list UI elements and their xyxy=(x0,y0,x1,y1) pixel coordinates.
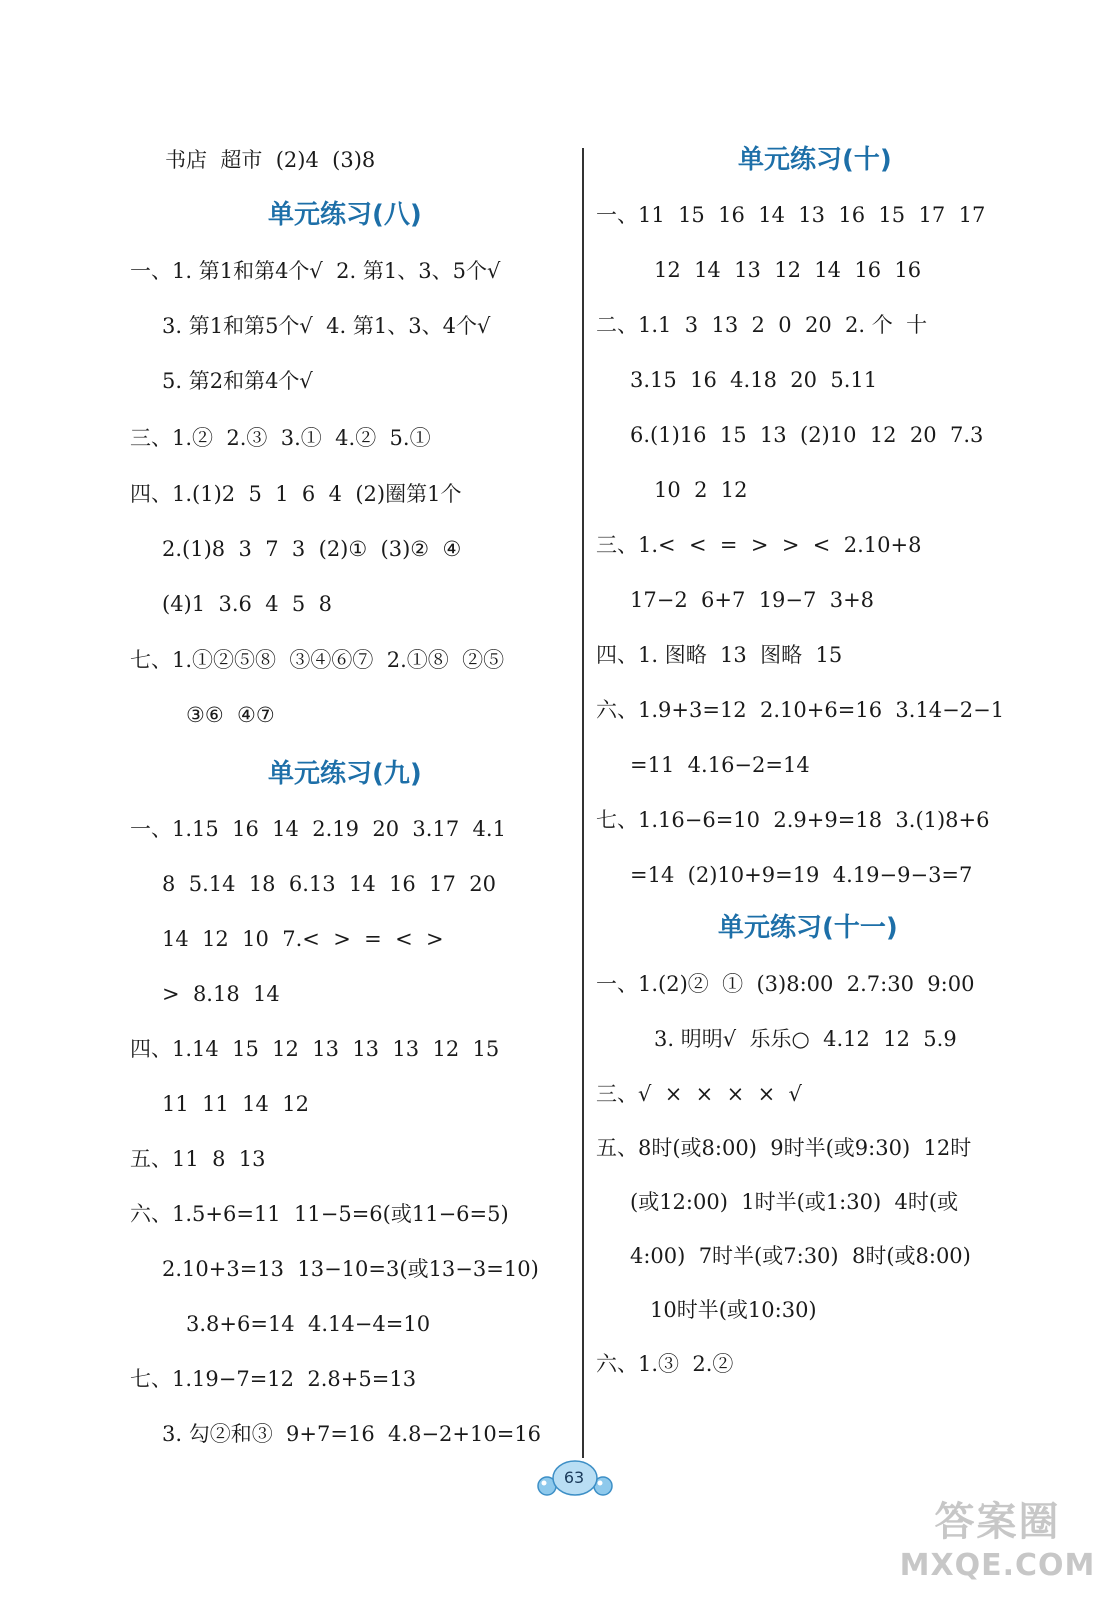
answer-line: 14 12 10 7.< > = < > xyxy=(162,927,444,951)
answer-line: 二、1.1 3 13 2 0 20 2. 个 十 xyxy=(596,313,928,337)
answer-line: 2.10+3=13 13−10=3(或13−3=10) xyxy=(162,1257,539,1281)
answer-line: 三、1.< < = > > < 2.10+8 xyxy=(596,533,922,557)
answer-line: 书店 超市 (2)4 (3)8 xyxy=(165,148,376,172)
answer-line: =14 (2)10+9=19 4.19−9−3=7 xyxy=(630,863,973,887)
answer-line: 3. 勾②和③ 9+7=16 4.8−2+10=16 xyxy=(162,1422,542,1446)
answer-line: 17−2 6+7 19−7 3+8 xyxy=(630,588,875,612)
section-heading: 单元练习(十一) xyxy=(718,913,898,943)
answer-line: 3.15 16 4.18 20 5.11 xyxy=(630,368,878,392)
page-number: 63 xyxy=(563,1468,585,1487)
answer-line: (4)1 3.6 4 5 8 xyxy=(162,592,332,616)
answer-line: 3.8+6=14 4.14−4=10 xyxy=(186,1312,431,1336)
answer-line: 一、11 15 16 14 13 16 15 17 17 xyxy=(596,203,986,227)
answer-line: ③⑥ ④⑦ xyxy=(186,703,275,727)
answer-line: 四、1.14 15 12 13 13 13 12 15 xyxy=(130,1037,500,1061)
watermark-logo-text: 答案圈 xyxy=(934,1499,1061,1545)
column-divider xyxy=(582,148,584,1458)
answer-line: 五、11 8 13 xyxy=(130,1147,266,1171)
answer-line: 10 2 12 xyxy=(654,478,748,502)
answer-line: 七、1.16−6=10 2.9+9=18 3.(1)8+6 xyxy=(596,808,990,832)
answer-line: 2.(1)8 3 7 3 (2)① (3)② ④ xyxy=(162,537,462,561)
answer-line: > 8.18 14 xyxy=(162,982,280,1006)
answer-line: 三、1.② 2.③ 3.① 4.② 5.① xyxy=(130,426,431,450)
answer-line: 一、1.(2)② ① (3)8:00 2.7:30 9:00 xyxy=(596,972,975,996)
answer-line: 六、1.9+3=12 2.10+6=16 3.14−2−1 xyxy=(596,698,1005,722)
answer-line: 一、1. 第1和第4个√ 2. 第1、3、5个√ xyxy=(130,259,501,283)
answer-line: 12 14 13 12 14 16 16 xyxy=(654,258,922,282)
watermark xyxy=(895,1490,1100,1595)
answer-line: (或12:00) 1时半(或1:30) 4时(或 xyxy=(630,1190,959,1214)
answer-line: 11 11 14 12 xyxy=(162,1092,309,1116)
answer-line: 4:00) 7时半(或7:30) 8时(或8:00) xyxy=(630,1244,971,1268)
answer-line: 六、1.5+6=11 11−5=6(或11−6=5) xyxy=(130,1202,509,1226)
answer-line: 一、1.15 16 14 2.19 20 3.17 4.1 xyxy=(130,817,506,841)
answer-line: 5. 第2和第4个√ xyxy=(162,369,313,393)
answer-line: =11 4.16−2=14 xyxy=(630,753,810,777)
answer-line: 三、√ × × × × √ xyxy=(596,1082,802,1106)
answer-line: 六、1.③ 2.② xyxy=(596,1352,734,1376)
answer-line: 五、8时(或8:00) 9时半(或9:30) 12时 xyxy=(596,1136,972,1160)
answer-line: 四、1. 图略 13 图略 15 xyxy=(596,643,843,667)
answer-line: 8 5.14 18 6.13 14 16 17 20 xyxy=(162,872,496,896)
answer-line: 七、1.①②⑤⑧ ③④⑥⑦ 2.①⑧ ②⑤ xyxy=(130,648,505,672)
answer-line: 3. 第1和第5个√ 4. 第1、3、4个√ xyxy=(162,314,491,338)
section-heading: 单元练习(九) xyxy=(268,759,422,789)
answer-line: 6.(1)16 15 13 (2)10 12 20 7.3 xyxy=(630,423,984,447)
answer-line: 四、1.(1)2 5 1 6 4 (2)圈第1个 xyxy=(130,482,462,506)
answer-line: 3. 明明√ 乐乐○ 4.12 12 5.9 xyxy=(654,1027,957,1051)
section-heading: 单元练习(八) xyxy=(268,200,422,230)
answer-line: 10时半(或10:30) xyxy=(650,1298,817,1322)
section-heading: 单元练习(十) xyxy=(738,145,892,175)
watermark-url: MXQE.COM xyxy=(899,1548,1096,1583)
answer-line: 七、1.19−7=12 2.8+5=13 xyxy=(130,1367,417,1391)
